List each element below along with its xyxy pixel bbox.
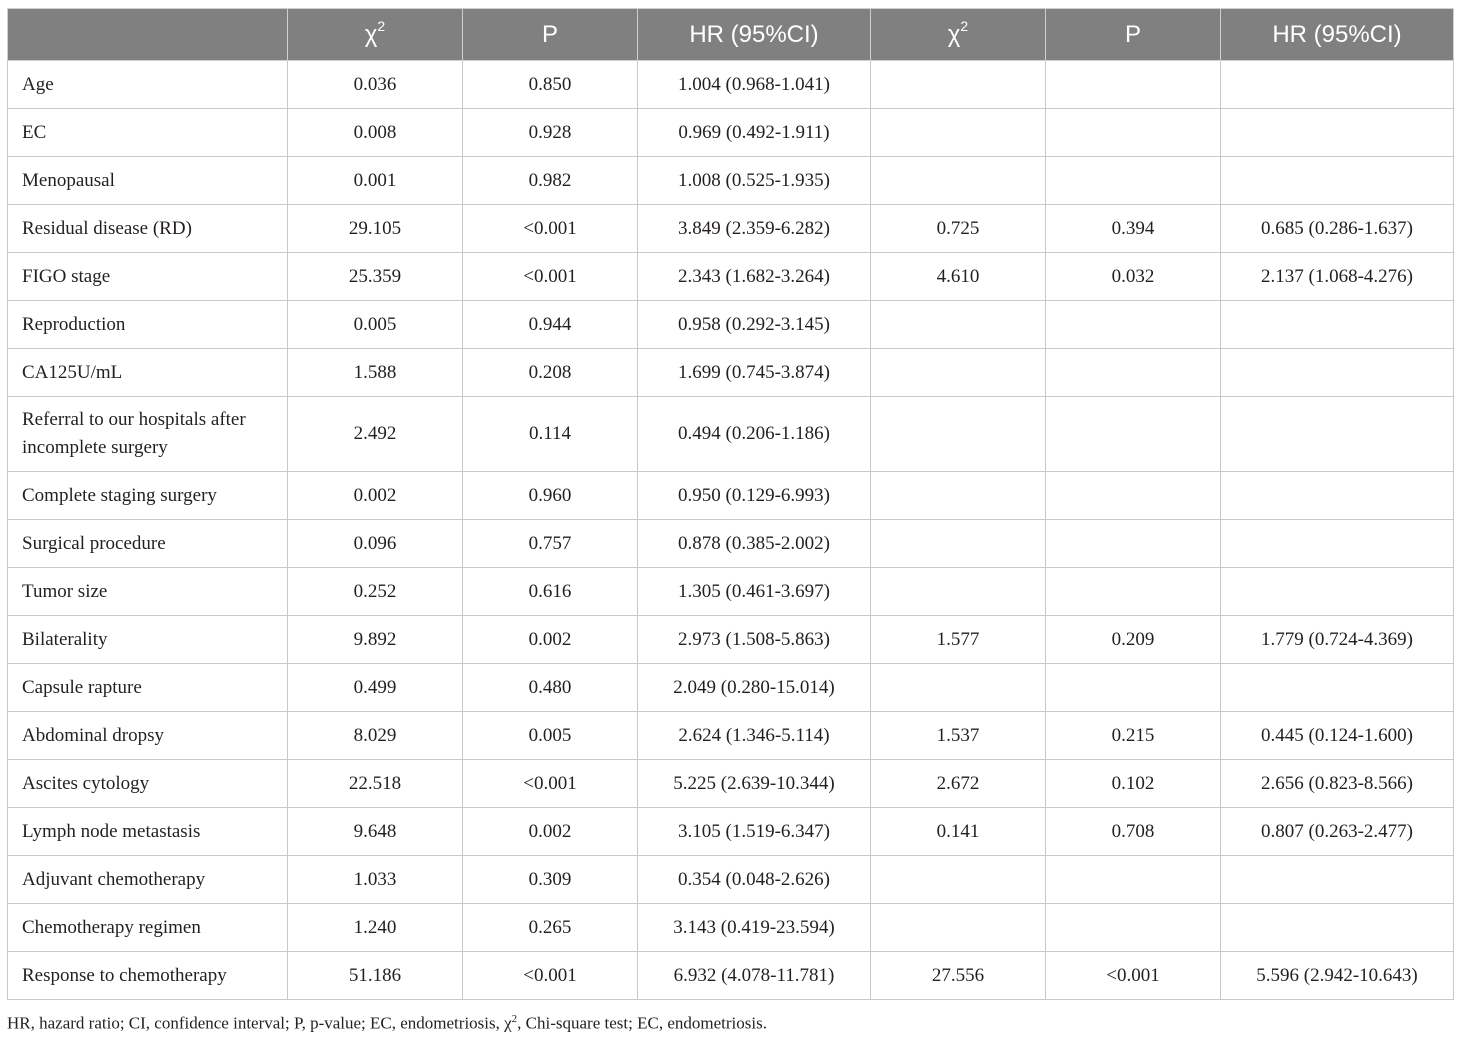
cell-hr-univariate: 1.004 (0.968-1.041) xyxy=(638,61,871,109)
table-row xyxy=(8,157,1454,205)
cell-chi-square-univariate: 0.002 xyxy=(288,472,463,520)
cell-p-univariate: 0.960 xyxy=(463,472,638,520)
cell-p-univariate: 0.616 xyxy=(463,568,638,616)
cell-chi-square-multivariate xyxy=(871,904,1046,952)
cell-chi-square-multivariate: 0.141 xyxy=(871,808,1046,856)
cell-hr-univariate: 1.699 (0.745-3.874) xyxy=(638,349,871,397)
table-row xyxy=(8,397,1454,472)
cell-chi-square-univariate: 0.499 xyxy=(288,664,463,712)
table-footnote: HR, hazard ratio; CI, confidence interval; P, p-value; EC, endometriosis, $\chi^2$, Chi-square test; EC, endometriosis. xyxy=(7,1013,767,1033)
cell-hr-univariate: 0.354 (0.048-2.626) xyxy=(638,856,871,904)
cell-p-univariate: <0.001 xyxy=(463,952,638,1000)
cell-hr-univariate: 1.305 (0.461-3.697) xyxy=(638,568,871,616)
cell-p-univariate: 0.002 xyxy=(463,616,638,664)
cell-p-multivariate: 0.708 xyxy=(1046,808,1221,856)
cell-variable: Age xyxy=(8,61,288,109)
table-row xyxy=(8,109,1454,157)
cell-chi-square-multivariate xyxy=(871,301,1046,349)
cell-p-univariate: 0.850 xyxy=(463,61,638,109)
table-row xyxy=(8,952,1454,1000)
header-variable xyxy=(8,9,288,61)
table-row xyxy=(8,253,1454,301)
cell-p-univariate: 0.480 xyxy=(463,664,638,712)
cell-chi-square-univariate: 8.029 xyxy=(288,712,463,760)
cell-p-multivariate xyxy=(1046,904,1221,952)
cell-chi-square-univariate: 1.240 xyxy=(288,904,463,952)
cell-variable: EC xyxy=(8,109,288,157)
cell-hr-multivariate xyxy=(1221,520,1454,568)
cell-chi-square-multivariate xyxy=(871,109,1046,157)
cell-variable: Tumor size xyxy=(8,568,288,616)
cell-hr-multivariate: 0.807 (0.263-2.477) xyxy=(1221,808,1454,856)
cell-hr-multivariate: 1.779 (0.724-4.369) xyxy=(1221,616,1454,664)
cell-p-univariate: 0.757 xyxy=(463,520,638,568)
cell-hr-univariate: 3.849 (2.359-6.282) xyxy=(638,205,871,253)
cell-hr-multivariate: 0.685 (0.286-1.637) xyxy=(1221,205,1454,253)
cell-variable: Abdominal dropsy xyxy=(8,712,288,760)
cell-hr-univariate: 2.049 (0.280-15.014) xyxy=(638,664,871,712)
table-row xyxy=(8,349,1454,397)
cell-chi-square-univariate: 25.359 xyxy=(288,253,463,301)
table-row xyxy=(8,472,1454,520)
cell-hr-univariate: 0.950 (0.129-6.993) xyxy=(638,472,871,520)
cell-chi-square-univariate: 0.005 xyxy=(288,301,463,349)
cell-chi-square-univariate: 1.033 xyxy=(288,856,463,904)
cell-hr-univariate: 2.973 (1.508-5.863) xyxy=(638,616,871,664)
table-row xyxy=(8,520,1454,568)
cell-chi-square-multivariate xyxy=(871,664,1046,712)
cell-p-multivariate: 0.394 xyxy=(1046,205,1221,253)
cell-p-univariate: 0.982 xyxy=(463,157,638,205)
cell-chi-square-univariate: 2.492 xyxy=(288,397,463,472)
cell-chi-square-multivariate xyxy=(871,61,1046,109)
cell-variable: Bilaterality xyxy=(8,616,288,664)
cell-variable: Surgical procedure xyxy=(8,520,288,568)
table-row xyxy=(8,205,1454,253)
cell-chi-square-multivariate xyxy=(871,856,1046,904)
cell-variable: CA125U/mL xyxy=(8,349,288,397)
cell-p-multivariate xyxy=(1046,664,1221,712)
cell-p-multivariate xyxy=(1046,61,1221,109)
header-hr-univariate: HR (95%CI) xyxy=(638,9,871,61)
cell-hr-multivariate: 0.445 (0.124-1.600) xyxy=(1221,712,1454,760)
cell-hr-univariate: 3.105 (1.519-6.347) xyxy=(638,808,871,856)
cell-p-multivariate xyxy=(1046,520,1221,568)
cell-chi-square-multivariate: 1.537 xyxy=(871,712,1046,760)
cell-chi-square-univariate: 9.648 xyxy=(288,808,463,856)
cell-p-univariate: 0.005 xyxy=(463,712,638,760)
cell-chi-square-univariate: 22.518 xyxy=(288,760,463,808)
cell-variable: Complete staging surgery xyxy=(8,472,288,520)
cell-hr-multivariate xyxy=(1221,109,1454,157)
cell-p-univariate: 0.114 xyxy=(463,397,638,472)
cell-hr-multivariate xyxy=(1221,904,1454,952)
cell-hr-univariate: 5.225 (2.639-10.344) xyxy=(638,760,871,808)
cell-variable: FIGO stage xyxy=(8,253,288,301)
cell-variable: Chemotherapy regimen xyxy=(8,904,288,952)
cell-hr-univariate: 0.878 (0.385-2.002) xyxy=(638,520,871,568)
cell-p-univariate: 0.002 xyxy=(463,808,638,856)
cell-hr-univariate: 2.343 (1.682-3.264) xyxy=(638,253,871,301)
cell-chi-square-multivariate: 2.672 xyxy=(871,760,1046,808)
cell-chi-square-univariate: 0.252 xyxy=(288,568,463,616)
cell-chi-square-univariate: 51.186 xyxy=(288,952,463,1000)
cell-chi-square-multivariate xyxy=(871,568,1046,616)
cell-p-multivariate xyxy=(1046,349,1221,397)
cell-p-univariate: 0.208 xyxy=(463,349,638,397)
cell-hr-multivariate: 2.137 (1.068-4.276) xyxy=(1221,253,1454,301)
cell-chi-square-univariate: 0.096 xyxy=(288,520,463,568)
header-chi-square-multivariate: $\chi^2$ xyxy=(871,9,1046,61)
cell-hr-univariate: 0.494 (0.206-1.186) xyxy=(638,397,871,472)
cell-p-multivariate: 0.209 xyxy=(1046,616,1221,664)
header-chi-square-univariate: $\chi^2$ xyxy=(288,9,463,61)
cell-variable: Residual disease (RD) xyxy=(8,205,288,253)
cell-p-multivariate: 0.032 xyxy=(1046,253,1221,301)
cell-chi-square-multivariate: 1.577 xyxy=(871,616,1046,664)
cell-variable: Adjuvant chemotherapy xyxy=(8,856,288,904)
cell-chi-square-univariate: 0.001 xyxy=(288,157,463,205)
table-row xyxy=(8,568,1454,616)
cell-hr-univariate: 6.932 (4.078-11.781) xyxy=(638,952,871,1000)
cell-variable: Capsule rapture xyxy=(8,664,288,712)
cell-p-multivariate xyxy=(1046,301,1221,349)
table-row xyxy=(8,904,1454,952)
cell-chi-square-multivariate: 27.556 xyxy=(871,952,1046,1000)
cell-hr-multivariate xyxy=(1221,301,1454,349)
cell-p-multivariate: 0.102 xyxy=(1046,760,1221,808)
cell-chi-square-univariate: 29.105 xyxy=(288,205,463,253)
cell-variable: Menopausal xyxy=(8,157,288,205)
cell-chi-square-multivariate xyxy=(871,520,1046,568)
cell-p-univariate: 0.265 xyxy=(463,904,638,952)
cell-p-multivariate xyxy=(1046,568,1221,616)
table-row xyxy=(8,808,1454,856)
cell-p-univariate: <0.001 xyxy=(463,205,638,253)
table-row xyxy=(8,61,1454,109)
cell-hr-multivariate xyxy=(1221,472,1454,520)
cell-hr-multivariate xyxy=(1221,157,1454,205)
cell-hr-multivariate: 2.656 (0.823-8.566) xyxy=(1221,760,1454,808)
cell-p-univariate: 0.928 xyxy=(463,109,638,157)
cell-p-multivariate: 0.215 xyxy=(1046,712,1221,760)
cell-hr-univariate: 0.969 (0.492-1.911) xyxy=(638,109,871,157)
cell-variable: Response to chemotherapy xyxy=(8,952,288,1000)
cell-p-univariate: 0.944 xyxy=(463,301,638,349)
header-p-univariate: P xyxy=(463,9,638,61)
cell-p-multivariate xyxy=(1046,109,1221,157)
cell-chi-square-univariate: 0.008 xyxy=(288,109,463,157)
cell-hr-univariate: 0.958 (0.292-3.145) xyxy=(638,301,871,349)
cell-p-univariate: <0.001 xyxy=(463,253,638,301)
header-hr-multivariate: HR (95%CI) xyxy=(1221,9,1454,61)
cell-chi-square-multivariate xyxy=(871,472,1046,520)
cell-variable: Ascites cytology xyxy=(8,760,288,808)
cell-hr-multivariate xyxy=(1221,349,1454,397)
cell-hr-multivariate xyxy=(1221,856,1454,904)
header-row xyxy=(8,9,1454,61)
cell-hr-univariate: 1.008 (0.525-1.935) xyxy=(638,157,871,205)
cell-p-univariate: 0.309 xyxy=(463,856,638,904)
cell-chi-square-multivariate: 0.725 xyxy=(871,205,1046,253)
table-row xyxy=(8,712,1454,760)
table-row xyxy=(8,760,1454,808)
cell-hr-univariate: 3.143 (0.419-23.594) xyxy=(638,904,871,952)
cell-variable: Referral to our hospitals after incomplete surgery xyxy=(8,397,288,472)
cell-p-univariate: <0.001 xyxy=(463,760,638,808)
cell-chi-square-multivariate xyxy=(871,397,1046,472)
cell-p-multivariate xyxy=(1046,472,1221,520)
cell-p-multivariate xyxy=(1046,397,1221,472)
table-row xyxy=(8,856,1454,904)
cell-hr-multivariate: 5.596 (2.942-10.643) xyxy=(1221,952,1454,1000)
cell-hr-multivariate xyxy=(1221,61,1454,109)
cell-chi-square-univariate: 0.036 xyxy=(288,61,463,109)
cell-chi-square-univariate: 9.892 xyxy=(288,616,463,664)
cell-variable: Lymph node metastasis xyxy=(8,808,288,856)
cell-p-multivariate xyxy=(1046,157,1221,205)
cell-chi-square-multivariate xyxy=(871,349,1046,397)
cell-chi-square-multivariate xyxy=(871,157,1046,205)
cell-hr-multivariate xyxy=(1221,568,1454,616)
cell-p-multivariate xyxy=(1046,856,1221,904)
cell-variable: Reproduction xyxy=(8,301,288,349)
cell-hr-multivariate xyxy=(1221,664,1454,712)
table-row xyxy=(8,664,1454,712)
results-table xyxy=(7,8,1454,1000)
table-row xyxy=(8,616,1454,664)
header-p-multivariate: P xyxy=(1046,9,1221,61)
cell-p-multivariate: <0.001 xyxy=(1046,952,1221,1000)
cell-hr-univariate: 2.624 (1.346-5.114) xyxy=(638,712,871,760)
cell-hr-multivariate xyxy=(1221,397,1454,472)
table-row xyxy=(8,301,1454,349)
cell-chi-square-univariate: 1.588 xyxy=(288,349,463,397)
cell-chi-square-multivariate: 4.610 xyxy=(871,253,1046,301)
